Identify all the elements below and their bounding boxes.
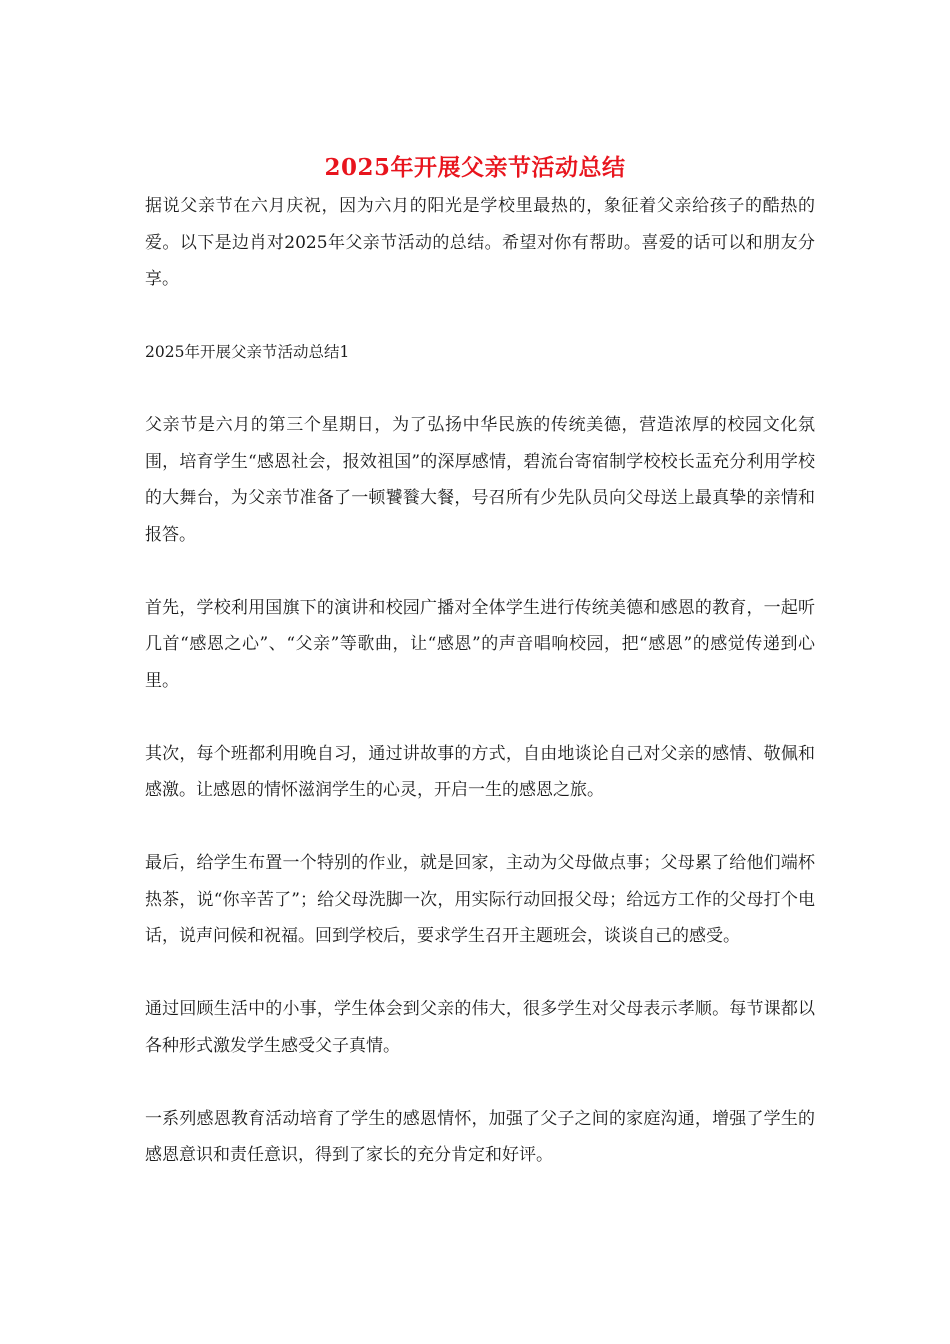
body-paragraph: 通过回顾生活中的小事，学生体会到父亲的伟大，很多学生对父母表示孝顺。每节课都以各种形式激发学生感受父子真情。 — [145, 999, 815, 1056]
intro-paragraph: 据说父亲节在六月庆祝，因为六月的阳光是学校里最热的，象征着父亲给孩子的酷热的爱。以下是边肖对2025年父亲节活动的总结。希望对你有帮助。喜爱的话可以和朋友分享。 — [145, 196, 815, 289]
document-title: 2025年开展父亲节活动总结 — [324, 154, 626, 181]
body-paragraph: 首先，学校利用国旗下的演讲和校园广播对全体学生进行传统美德和感恩的教育，一起听几首“感恩之心”、“父亲”等歌曲，让“感恩”的声音唱响校园，把“感恩”的感觉传递到心里。 — [145, 597, 815, 691]
body-paragraph: 一系列感恩教育活动培育了学生的感恩情怀，加强了父子之间的家庭沟通，增强了学生的感恩意识和责任意识，得到了家长的充分肯定和好评。 — [145, 1108, 815, 1165]
body-paragraph: 最后，给学生布置一个特别的作业，就是回家，主动为父母做点事；父母累了给他们端杯热茶，说“你辛苦了”；给父母洗脚一次，用实际行动回报父母；给远方工作的父母打个电话，说声问候和祝福。回到学校后，要求学生召开主题班会，谈谈自己的感受。 — [145, 853, 815, 946]
body-paragraph: 其次，每个班都利用晚自习，通过讲故事的方式，自由地谈论自己对父亲的感情、敬佩和感激。让感恩的情怀滋润学生的心灵，开启一生的感恩之旅。 — [145, 743, 815, 800]
document-body — [145, 188, 815, 1210]
body-paragraph: 父亲节是六月的第三个星期日，为了弘扬中华民族的传统美德，营造浓厚的校园文化氛围，培育学生“感恩社会，报效祖国”的深厚感情，碧流台寄宿制学校校长盂充分利用学校的大舞台，为父亲节准备了一顿饕餮大餐，号召所有少先队员向父母送上最真挚的亲情和报答。 — [145, 415, 815, 545]
section-heading: 2025年开展父亲节活动总结1 — [145, 343, 350, 361]
